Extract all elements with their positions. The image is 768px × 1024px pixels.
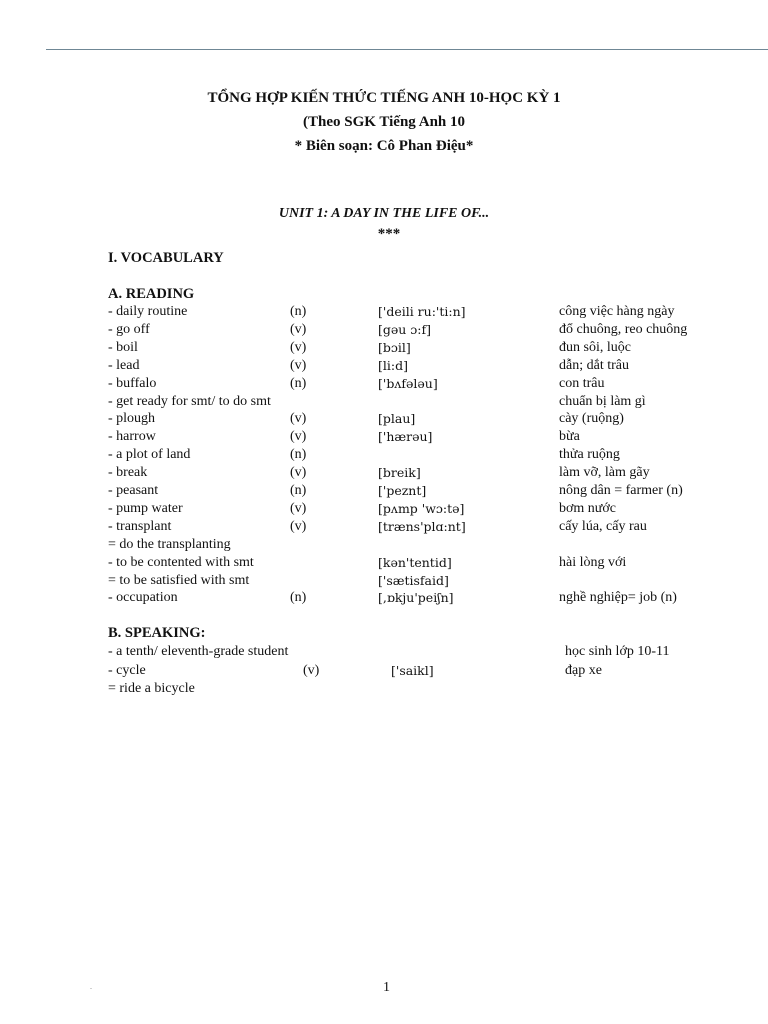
phonetic-transcription: ['sætisfaid] xyxy=(378,572,449,588)
footer-dot: . xyxy=(90,982,92,991)
part-of-speech: (v) xyxy=(303,662,320,678)
section-vocabulary-heading: I. VOCABULARY xyxy=(108,250,224,266)
vocab-word: - harrow xyxy=(108,429,156,445)
part-of-speech: (v) xyxy=(290,500,307,516)
vocab-word: = to be satisfied with smt xyxy=(108,572,250,588)
part-of-speech: (v) xyxy=(290,321,307,337)
vocab-word: = ride a bicycle xyxy=(108,681,195,696)
phonetic-transcription: [kən'tentid] xyxy=(378,554,452,570)
phonetic-transcription: [træns'plɑ:nt] xyxy=(378,518,466,534)
part-of-speech: (v) xyxy=(290,339,307,355)
vietnamese-meaning: cày (ruộng) xyxy=(559,411,624,427)
vocab-word: - a plot of land xyxy=(108,447,191,463)
vietnamese-meaning: làm vỡ, làm gãy xyxy=(559,465,650,481)
vocab-word: - transplant xyxy=(108,518,172,534)
part-of-speech: (v) xyxy=(290,465,307,481)
part-of-speech: (v) xyxy=(290,518,307,534)
vietnamese-meaning: con trâu xyxy=(559,375,605,391)
vocab-word: - buffalo xyxy=(108,375,157,391)
phonetic-transcription: ['deili ru:'ti:n] xyxy=(378,304,466,319)
vietnamese-meaning: đổ chuông, reo chuông xyxy=(559,321,688,337)
unit-stars: *** xyxy=(377,226,401,242)
document-subtitle: (Theo SGK Tiếng Anh 10 xyxy=(303,114,465,130)
vocab-word: - occupation xyxy=(108,590,178,606)
part-of-speech: (n) xyxy=(290,447,307,463)
phonetic-transcription: ['bʌfələu] xyxy=(378,375,438,391)
vietnamese-meaning: thửa ruộng xyxy=(559,447,620,463)
phonetic-transcription: [,ɒkju'peiʃn] xyxy=(378,590,454,606)
part-of-speech: (n) xyxy=(290,375,307,391)
phonetic-transcription: [li:d] xyxy=(378,357,408,373)
part-of-speech: (v) xyxy=(290,429,307,445)
phonetic-transcription: [gəu ɔ:f] xyxy=(378,321,432,337)
reading-heading: A. READING xyxy=(108,286,195,302)
vietnamese-meaning: công việc hàng ngày xyxy=(559,304,675,319)
phonetic-transcription: [bɔil] xyxy=(378,339,411,355)
vietnamese-meaning: hài lòng với xyxy=(559,554,627,570)
speaking-heading: B. SPEAKING: xyxy=(108,625,206,641)
phonetic-transcription: [breik] xyxy=(378,465,421,481)
vocab-word: - pump water xyxy=(108,500,183,516)
vietnamese-meaning: dẫn; dắt trâu xyxy=(559,357,629,373)
phonetic-transcription: ['peznt] xyxy=(378,483,427,498)
vietnamese-meaning: bơm nước xyxy=(559,500,616,516)
vietnamese-meaning: chuẩn bị làm gì xyxy=(559,393,646,409)
vietnamese-meaning: nông dân = farmer (n) xyxy=(559,483,683,498)
document-title: TỔNG HỢP KIẾN THỨC TIẾNG ANH 10-HỌC KỲ 1 xyxy=(207,90,561,106)
part-of-speech: (n) xyxy=(290,483,307,498)
page-number: 1 xyxy=(383,980,390,995)
phonetic-transcription: ['saikl] xyxy=(391,662,434,678)
vocab-word: = do the transplanting xyxy=(108,536,231,552)
document-author: * Biên soạn: Cô Phan Điệu* xyxy=(294,138,474,154)
part-of-speech: (n) xyxy=(290,590,307,606)
vocab-word: - lead xyxy=(108,357,140,373)
vocab-word: - to be contented with smt xyxy=(108,554,254,570)
part-of-speech: (v) xyxy=(290,357,307,373)
vocab-word: - go off xyxy=(108,321,150,337)
vocab-word: - daily routine xyxy=(108,304,188,319)
vocab-word: - cycle xyxy=(108,662,146,678)
vocab-word: - boil xyxy=(108,339,138,355)
vocab-word: - get ready for smt/ to do smt xyxy=(108,393,271,409)
vocab-word: - plough xyxy=(108,411,156,427)
vietnamese-meaning: học sinh lớp 10-11 xyxy=(565,644,670,659)
vocab-word: - break xyxy=(108,465,148,481)
unit-title: UNIT 1: A DAY IN THE LIFE OF... xyxy=(278,206,490,221)
part-of-speech: (v) xyxy=(290,411,307,427)
part-of-speech: (n) xyxy=(290,304,307,319)
phonetic-transcription: [plau] xyxy=(378,411,416,427)
vocab-word: - peasant xyxy=(108,483,159,498)
vietnamese-meaning: đun sôi, luộc xyxy=(559,339,631,355)
vocab-word: - a tenth/ eleventh-grade student xyxy=(108,644,289,659)
vietnamese-meaning: bừa xyxy=(559,429,580,445)
vietnamese-meaning: cấy lúa, cấy rau xyxy=(559,518,647,534)
vietnamese-meaning: đạp xe xyxy=(565,662,602,678)
top-rule xyxy=(46,49,768,50)
phonetic-transcription: ['hærəu] xyxy=(378,429,433,445)
vietnamese-meaning: nghề nghiệp= job (n) xyxy=(559,590,677,606)
phonetic-transcription: [pʌmp 'wɔ:tə] xyxy=(378,500,465,516)
